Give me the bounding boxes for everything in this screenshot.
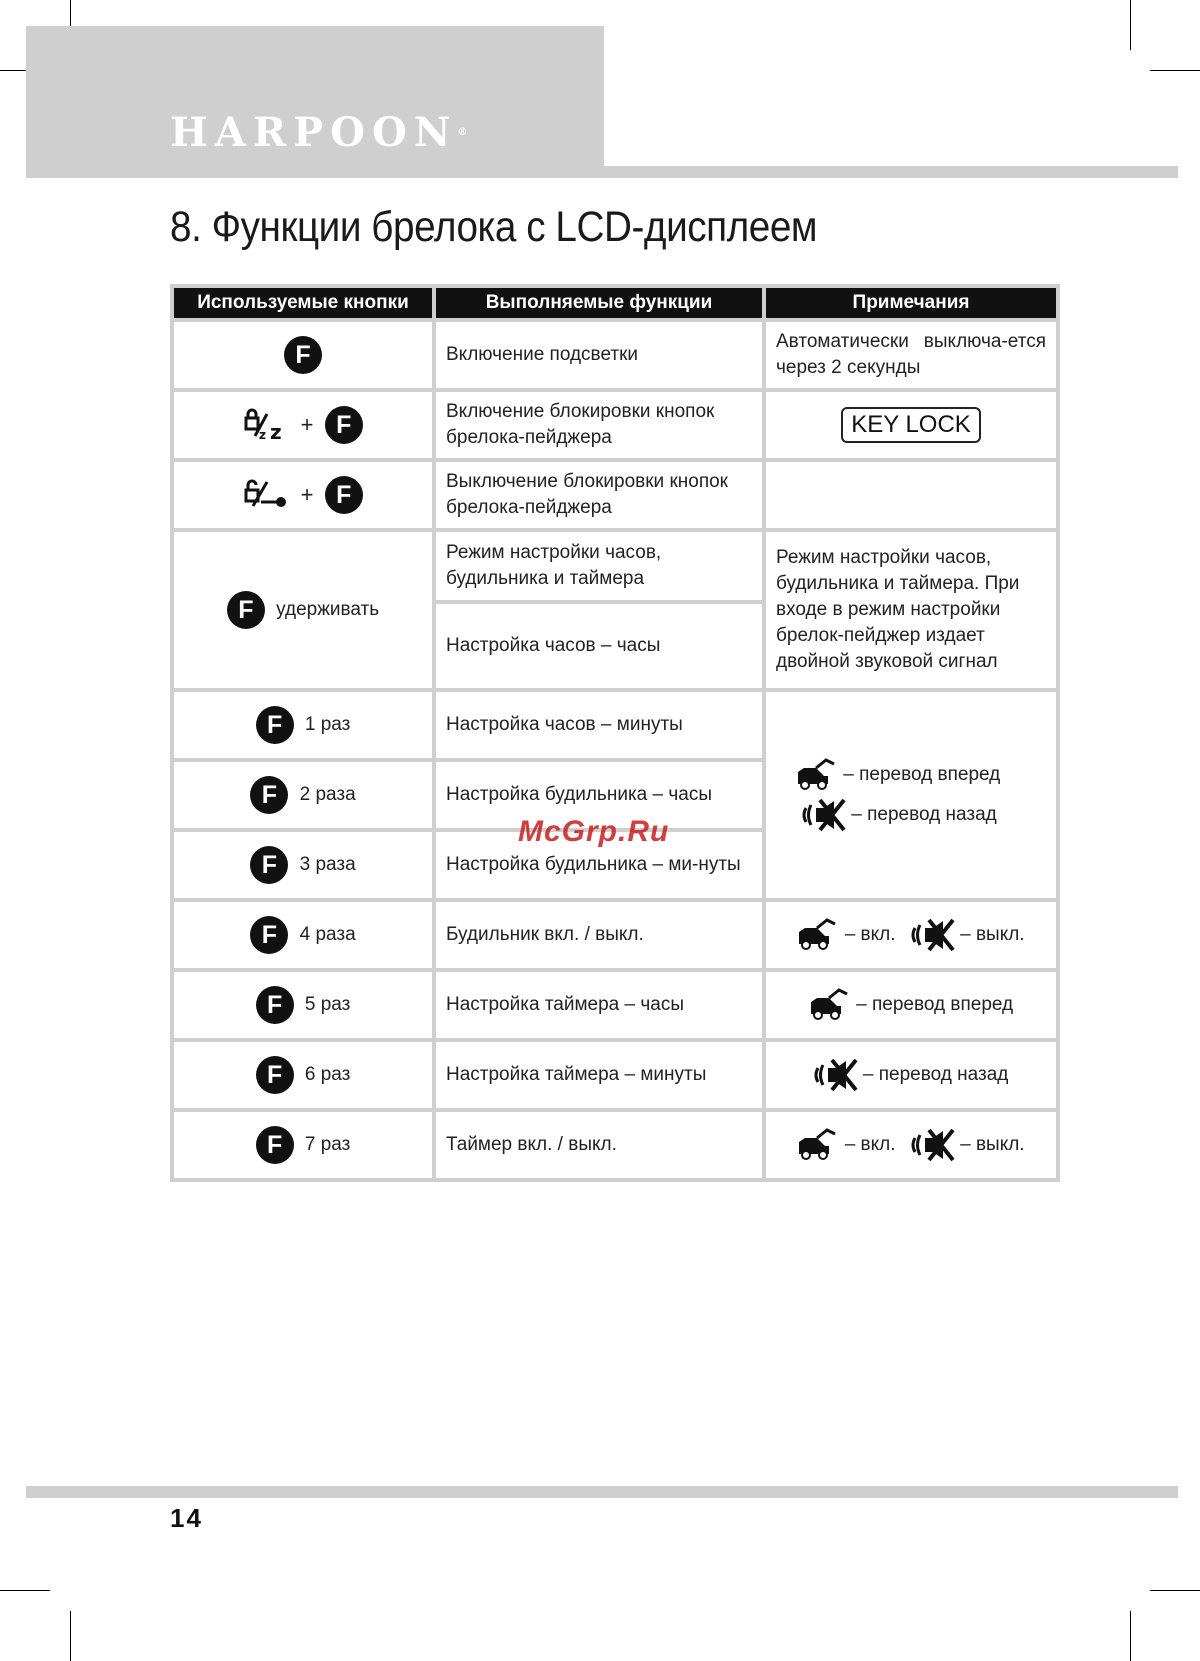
button-press-label: 3 раза [299,854,356,875]
note-cell [766,692,1056,898]
button-press-label: 1 раз [304,714,351,735]
watermark: McGrp.Ru [518,815,670,848]
f-button-icon: F [250,776,288,814]
svg-text:z: z [270,420,282,442]
button-cell [174,902,432,968]
siren-off-icon [814,1058,858,1092]
f-button-icon: F [250,916,288,954]
function-cell: Включение блокировки кнопок брелока-пейджера [436,392,762,458]
button-cell [174,1112,432,1178]
button-cell [174,532,432,688]
functions-table [170,284,1060,1182]
note-cell [766,1042,1056,1108]
table-row [174,692,1056,758]
car-trunk-icon [797,918,839,952]
f-button-icon: F [256,706,294,744]
col-header-functions: Выполняемые функции [436,288,762,318]
f-button-icon: F [227,591,265,629]
note-cell: Режим настройки часов, будильника и таймера. При входе в режим настройки брелок-пейджер издает двойной звуковой сигнал [766,532,1056,688]
siren-off-icon [911,1128,955,1162]
function-cell: Настройка часов – часы [436,604,762,688]
svg-text:z: z [259,428,267,442]
note-forward [776,758,1046,792]
footer-rule [26,1486,1178,1498]
col-header-notes: Примечания [766,288,1056,318]
table-row [174,392,1056,458]
note-on-text: – вкл. [844,1134,896,1156]
button-cell [174,762,432,828]
f-button-icon: F [256,1126,294,1164]
page-number: 14 [170,1503,203,1533]
button-cell [174,832,432,898]
button-press-label: 4 раза [299,924,356,945]
f-button-icon: F [325,476,363,514]
note-forward-text: – перевод вперед [843,764,1001,786]
note-cell [766,972,1056,1038]
button-press-label: 6 раз [304,1064,351,1085]
function-cell: Включение подсветки [436,322,762,388]
note-off-text: – выкл. [960,924,1025,946]
function-cell: Выключение блокировки кнопок брелока-пейджера [436,462,762,528]
button-press-label: 2 раза [299,784,356,805]
f-button-icon: F [325,406,363,444]
brand-logo: HARPOON® [170,109,468,156]
car-trunk-icon [809,988,851,1022]
button-press-label: 7 раз [304,1134,351,1155]
car-trunk-icon [796,758,838,792]
function-cell: Настройка будильника – часы [436,762,762,828]
lock-sleep-icon [243,408,289,442]
table-row [174,902,1056,968]
button-press-label: удерживать [276,599,380,620]
unlock-key-icon [243,478,289,512]
note-cell: Автоматически выключа-ется через 2 секунды [766,322,1056,388]
function-cell: Настройка часов – минуты [436,692,762,758]
button-cell [174,972,432,1038]
function-cell: Настройка будильника – ми-нуты [436,832,762,898]
note-off-text: – выкл. [960,1134,1025,1156]
function-cell: Режим настройки часов, будильника и таймера [436,532,762,600]
table-row [174,972,1056,1038]
car-trunk-icon [797,1128,839,1162]
header-rule [604,166,1178,178]
col-header-buttons: Используемые кнопки [174,288,432,318]
table-row [174,322,1056,388]
siren-off-icon [802,798,846,832]
key-lock-indicator: KEY LOCK [841,407,981,443]
table-row [174,1042,1056,1108]
note-on-text: – вкл. [844,924,896,946]
plus-sign: + [300,482,314,507]
siren-off-icon [911,918,955,952]
note-back-text: – перевод назад [862,1064,1009,1086]
f-button-icon: F [250,846,288,884]
note-back [776,798,1046,832]
table-row [174,462,1056,528]
note-cell [766,1112,1056,1178]
page-title: 8. Функции брелока с LCD-дисплеем [170,203,818,251]
function-cell: Настройка таймера – часы [436,972,762,1038]
f-button-icon: F [256,986,294,1024]
function-cell: Будильник вкл. / выкл. [436,902,762,968]
note-cell [766,902,1056,968]
f-button-icon: F [284,336,322,374]
f-button-icon: F [256,1056,294,1094]
table-row [174,1112,1056,1178]
function-cell: Таймер вкл. / выкл. [436,1112,762,1178]
function-cell: Настройка таймера – минуты [436,1042,762,1108]
table-row [174,532,1056,600]
plus-sign: + [300,412,314,437]
note-back-text: – перевод назад [851,804,997,826]
button-cell [174,1042,432,1108]
note-forward-text: – перевод вперед [856,994,1014,1016]
button-cell [174,462,432,528]
button-cell [174,692,432,758]
button-cell [174,392,432,458]
button-press-label: 5 раз [304,994,351,1015]
note-cell [766,392,1056,458]
note-cell [766,462,1056,528]
button-cell [174,322,432,388]
table-header-row [174,288,1056,318]
